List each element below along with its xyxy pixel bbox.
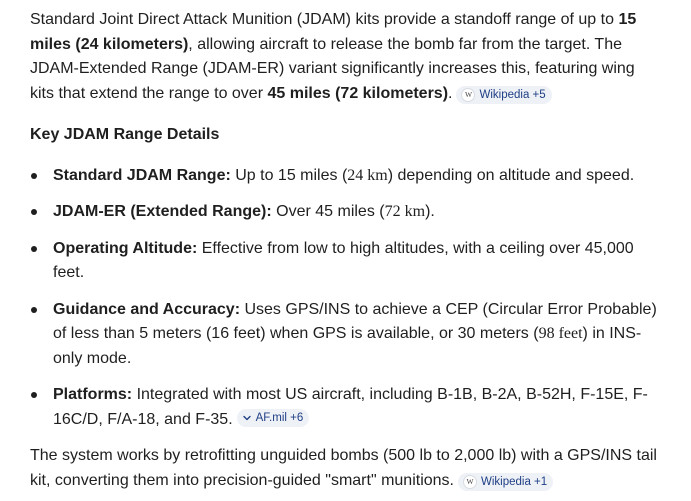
- intro-text-1: Standard Joint Direct Attack Munition (JDAM) kits provide a standoff range of up to: [30, 11, 619, 28]
- source-chip-wikipedia[interactable]: [458, 473, 553, 491]
- section-heading: Key JDAM Range Details: [30, 126, 220, 143]
- list-item-value: 24 km: [347, 166, 388, 184]
- list-item-text: ) in INS-only mode.: [53, 325, 642, 367]
- bullet-point: [31, 246, 37, 252]
- intro-bold-extended-range: 45 miles (72 kilometers): [267, 84, 449, 102]
- source-chip-wikipedia[interactable]: [456, 86, 551, 104]
- list-item-text: ).: [425, 203, 435, 220]
- outro-paragraph: [30, 444, 659, 493]
- wikipedia-icon: W: [461, 88, 475, 102]
- chevron-down-icon: [242, 413, 252, 423]
- source-chip-afmil[interactable]: [237, 409, 310, 427]
- intro-text-3: .: [448, 84, 453, 102]
- list-item-value: 72 km: [384, 203, 426, 220]
- list-item-label: Platforms:: [53, 386, 133, 403]
- source-chip-label: Wikipedia +5: [479, 88, 546, 101]
- list-item: [30, 383, 659, 432]
- list-item-text: ) depending on altitude and speed.: [387, 166, 635, 184]
- list-item-text: Uses GPS/INS to achieve a CEP (Circular Error Probable) of less than 5 meters (16 feet) when GPS is available, or 30 meters (: [53, 300, 657, 342]
- list-item-text: Over 45 miles (: [271, 203, 385, 220]
- wikipedia-icon: W: [463, 475, 477, 489]
- list-item-text: Up to 15 miles (: [230, 166, 348, 184]
- bullet-point: [31, 173, 37, 179]
- bullet-point: [31, 307, 37, 313]
- list-item-label: Standard JDAM Range:: [53, 166, 231, 184]
- list-item: [30, 298, 659, 372]
- list-item-value: 98 feet: [538, 325, 583, 342]
- source-chip-label: AF.mil +6: [255, 411, 304, 424]
- intro-text-2: , allowing aircraft to release the bomb far from the target. The JDAM-Extended Range (JDAM-ER) variant significantly increases this, featuring wing kits that extend the range to over: [30, 35, 635, 102]
- outro-text: The system works by retrofitting unguided bombs (500 lb to 2,000 lb) with a GPS/INS tail kit, converting them into precision-guided "smart" munitions.: [30, 447, 657, 489]
- intro-paragraph: [30, 8, 659, 106]
- list-item: [30, 164, 659, 189]
- intro-bold-standard-range: 15 miles (24 kilometers): [30, 11, 637, 53]
- list-item-label: Guidance and Accuracy:: [53, 300, 241, 318]
- list-item-label: JDAM-ER (Extended Range):: [53, 203, 272, 220]
- bullet-point: [31, 392, 37, 398]
- bullet-point: [31, 209, 37, 215]
- details-list: [30, 164, 659, 433]
- list-item: [30, 237, 659, 286]
- list-item: [30, 200, 659, 225]
- list-item-label: Operating Altitude:: [53, 239, 198, 257]
- list-item-text: Integrated with most US aircraft, including B-1B, B-2A, B-52H, F-15E, F-16C/D, F/A-18, and F-35.: [53, 386, 648, 428]
- list-item-text: Effective from low to high altitudes, with a ceiling over 45,000 feet.: [53, 239, 634, 281]
- source-chip-label: Wikipedia +1: [481, 475, 548, 488]
